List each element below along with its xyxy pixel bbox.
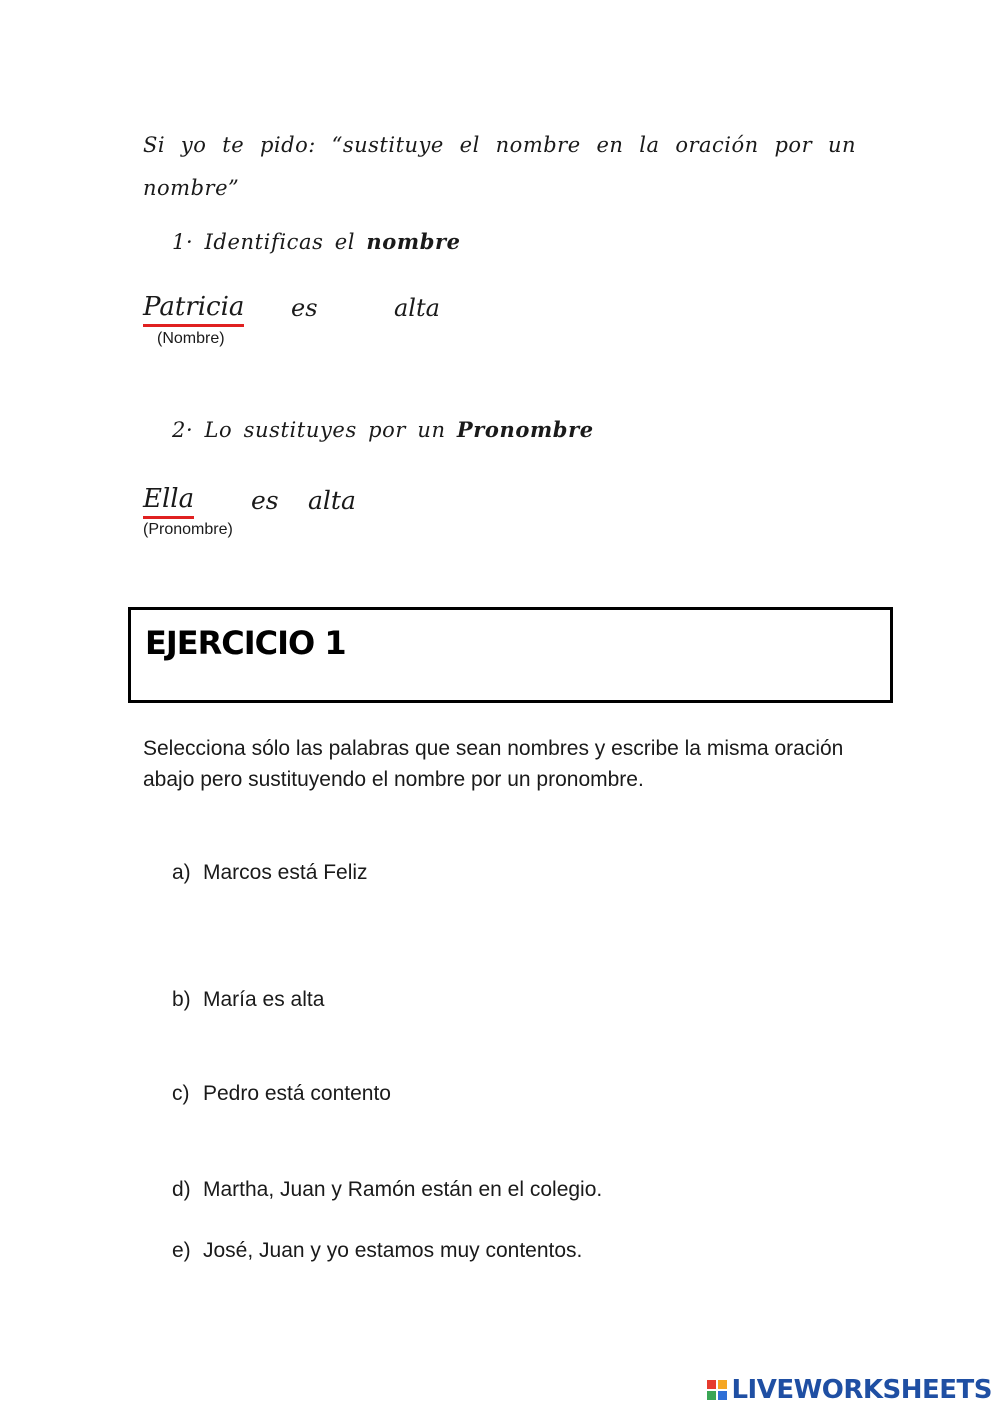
step-2 <box>172 417 594 442</box>
liveworksheets-brand: LIVEWORKSHEETS <box>731 1375 992 1405</box>
item-text: Martha, Juan y Ramón están en el colegio. <box>203 1178 603 1201</box>
step-2-prefix: 2· Lo sustituyes por un <box>172 418 457 442</box>
example-1-verb: es <box>291 294 318 322</box>
example-1-adjective: alta <box>394 294 440 322</box>
exercise-item-b <box>172 988 324 1012</box>
item-letter: a) <box>172 861 191 884</box>
item-text: María es alta <box>203 988 325 1011</box>
liveworksheets-logo <box>707 1375 992 1405</box>
item-letter: d) <box>172 1178 191 1201</box>
item-text: Marcos está Feliz <box>203 861 368 884</box>
example-2-label: (Pronombre) <box>143 521 233 538</box>
item-text: José, Juan y yo estamos muy contentos. <box>203 1239 583 1262</box>
example-2-verb: es <box>251 486 279 515</box>
exercise-title: EJERCICIO 1 <box>145 624 346 662</box>
example-1-noun: Patricia <box>143 292 244 327</box>
item-letter: e) <box>172 1239 191 1262</box>
step-1-prefix: 1· Identificas el <box>172 230 367 254</box>
step-1 <box>172 229 461 254</box>
example-1-label: (Nombre) <box>157 330 225 347</box>
item-text: Pedro está contento <box>203 1082 391 1105</box>
step-2-keyword: Pronombre <box>456 417 594 442</box>
exercise-item-a <box>172 861 368 885</box>
example-2-pronoun: Ella <box>143 484 194 519</box>
example-2-adjective: alta <box>308 486 356 515</box>
item-letter: b) <box>172 988 191 1011</box>
liveworksheets-logo-icon <box>707 1380 727 1400</box>
item-letter: c) <box>172 1082 190 1105</box>
exercise-instructions: Selecciona sólo las palabras que sean nombres y escribe la misma oración abajo pero sustituyendo el nombre por un pronombre. <box>143 737 844 791</box>
exercise-item-e <box>172 1239 582 1263</box>
step-1-keyword: nombre <box>366 229 461 254</box>
exercise-item-d <box>172 1178 602 1202</box>
intro-text: Si yo te pido: “sustituye el nombre en la oración por un nombre” <box>143 133 856 200</box>
exercise-header-box <box>128 607 893 703</box>
exercise-item-c <box>172 1082 391 1106</box>
